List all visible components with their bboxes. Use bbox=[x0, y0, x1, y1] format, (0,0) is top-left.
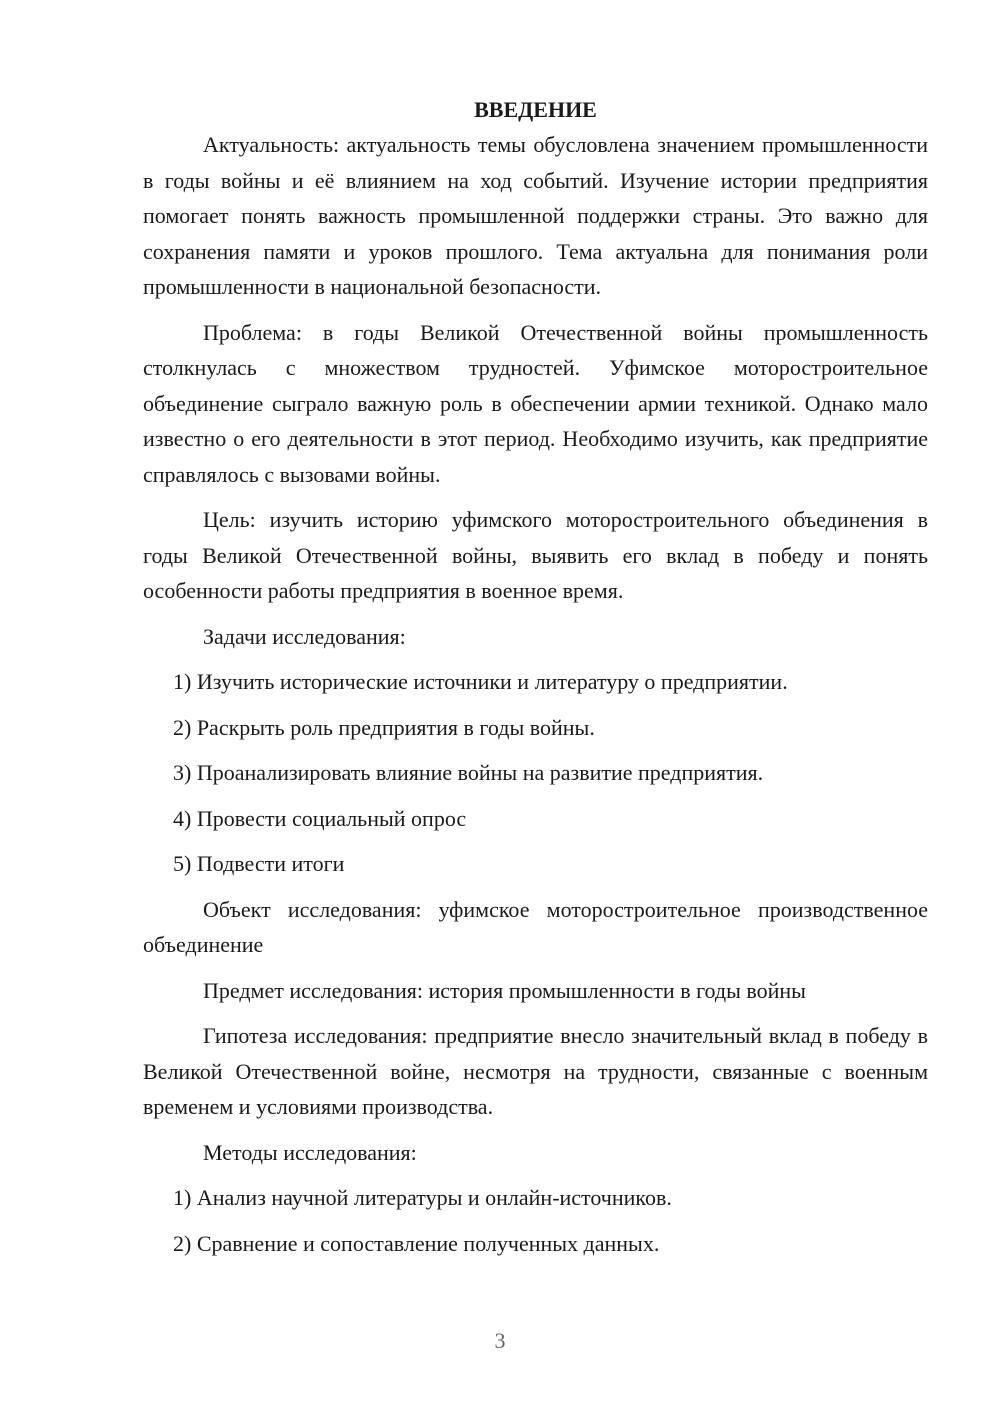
problem-paragraph: Проблема: в годы Великой Отечественной войны промышленность столкнулась с множеством трудностей. Уфимское моторостроительное объединение сыграло важную роль в обеспечении армии техникой. Однако мало известно о его деятельности в этот период. Необходимо изучить, как предприятие справлялось с вызовами войны. bbox=[143, 319, 928, 487]
task-item: 5) Подвести итоги bbox=[173, 851, 345, 876]
document-page bbox=[143, 95, 928, 1261]
methods-heading: Методы исследования: bbox=[203, 1139, 417, 1165]
hypothesis-paragraph: Гипотеза исследования: предприятие внесло значительный вклад в победу в Великой Отечественной войне, несмотря на трудности, связанные с военным временем и условиями производства. bbox=[143, 1023, 928, 1119]
task-item: 1) Изучить исторические источники и литературу о предприятии. bbox=[173, 669, 788, 694]
tasks-heading: Задачи исследования: bbox=[203, 623, 406, 649]
task-item: 2) Раскрыть роль предприятия в годы войны. bbox=[173, 714, 595, 740]
method-item: 1) Анализ научной литературы и онлайн-источников. bbox=[173, 1185, 672, 1210]
goal-paragraph: Цель: изучить историю уфимского моторостроительного объединения в годы Великой Отечественной войны, выявить его вклад в победу и понять особенности работы предприятия в военное время. bbox=[143, 507, 928, 603]
task-item: 3) Проанализировать влияние войны на развитие предприятия. bbox=[173, 760, 764, 785]
page-number: 3 bbox=[494, 1328, 506, 1353]
task-item: 4) Провести социальный опрос bbox=[173, 805, 467, 831]
section-title: ВВЕДЕНИЕ bbox=[474, 97, 597, 122]
relevance-paragraph: Актуальность: актуальность темы обусловлена значением промышленности в годы войны и её влиянием на ход событий. Изучение истории предприятия помогает понять важность промышленной поддержки страны. Это важно для сохранения памяти и уроков прошлого. Тема актуальна для понимания роли промышленности в национальной безопасности. bbox=[143, 132, 928, 299]
method-item: 2) Сравнение и сопоставление полученных данных. bbox=[173, 1230, 660, 1256]
subject-paragraph: Предмет исследования: история промышленности в годы войны bbox=[203, 977, 806, 1003]
object-paragraph: Объект исследования: уфимское моторостроительное производственное объединение bbox=[143, 896, 928, 957]
